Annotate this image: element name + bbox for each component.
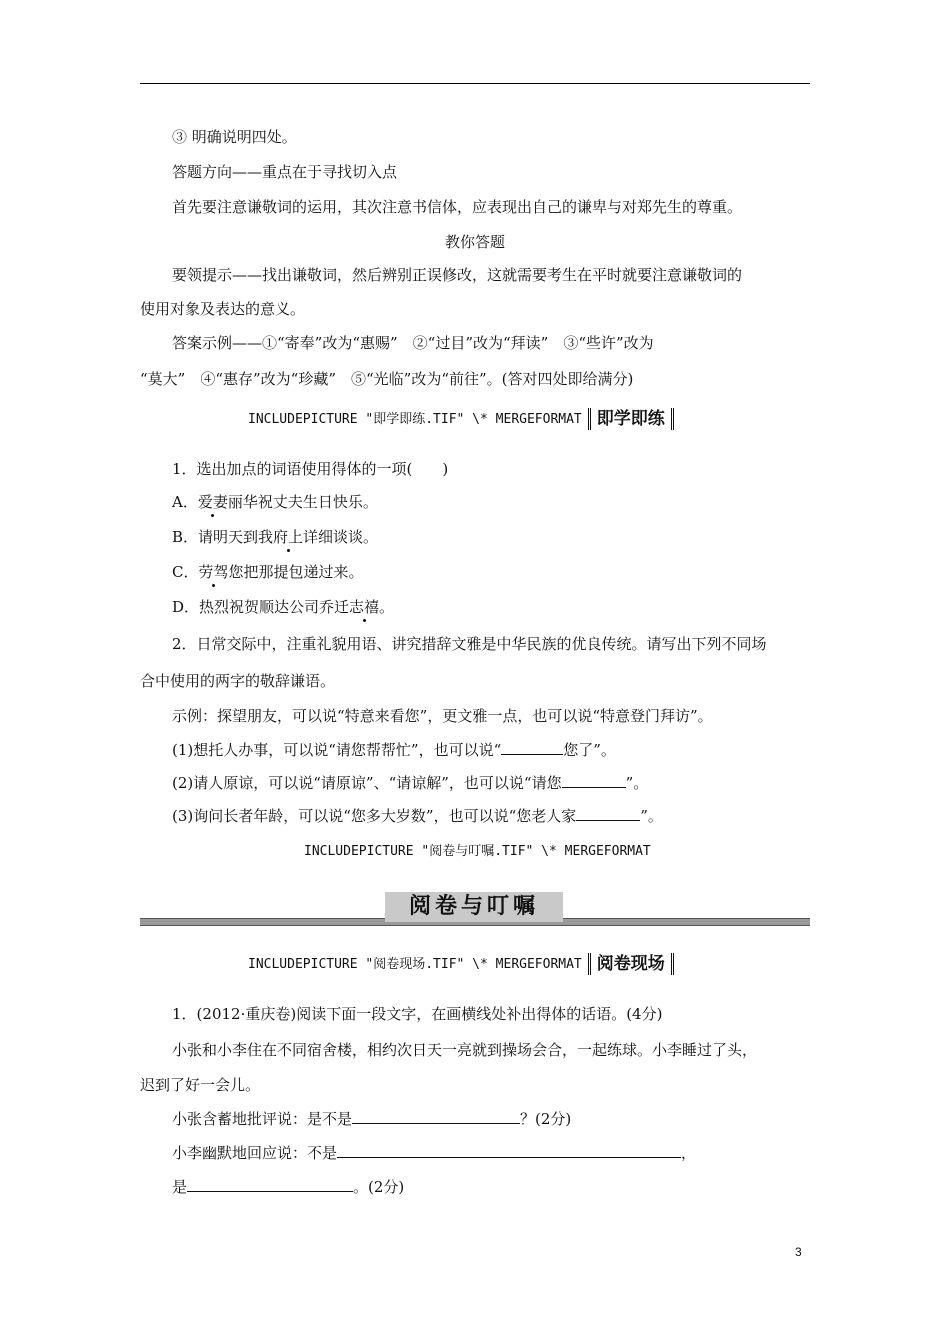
dialogue-text: 小张含蓄地批评说：是不是: [172, 1110, 353, 1128]
answer-blank[interactable]: [501, 740, 563, 755]
section-tag-label: 阅卷现场: [588, 953, 674, 975]
section-tag-label: 即学即练: [588, 408, 674, 430]
item-text: (3)询问长者年龄，可以说“您多大岁数”，也可以说“您老人家: [172, 807, 577, 825]
option-text: 您把那提包递过来。: [228, 563, 364, 581]
section-banner: [140, 890, 810, 930]
option-b: [172, 527, 378, 547]
emphasis-dotted-text: 爱妻: [197, 493, 228, 511]
dialogue-text: ，: [681, 1144, 697, 1162]
question-stem-cont: 合中使用的两字的敬辞谦语。: [140, 672, 336, 690]
option-text: 。: [379, 598, 395, 616]
sub-item-3: [172, 806, 663, 826]
emphasis-dotted-text: 志禧: [349, 598, 380, 616]
item-text: (1)想托人办事，可以说“请您帮帮忙”，也可以说“: [172, 741, 502, 759]
banner-title: 阅卷与叮嘱: [385, 892, 563, 922]
dialogue-text: 。(2分): [353, 1178, 405, 1196]
emphasis-dotted-text: 劳驾: [198, 563, 229, 581]
text-line: 答题方向——重点在于寻找切入点: [172, 163, 398, 181]
option-text: 详细谈谈。: [303, 528, 379, 546]
section-heading: 教你答题: [444, 233, 505, 251]
dialogue-line: [172, 1143, 696, 1163]
option-text: B．请明天到我: [172, 528, 274, 546]
answer-blank[interactable]: [352, 1109, 520, 1124]
answer-blank[interactable]: [576, 806, 640, 821]
include-picture-field: [304, 840, 651, 862]
answer-blank[interactable]: [187, 1177, 353, 1192]
dialogue-text: 小李幽默地回应说：不是: [172, 1144, 338, 1162]
answer-blank[interactable]: [337, 1143, 681, 1158]
option-text: D．热烈祝贺顺达公司乔迁: [172, 598, 350, 616]
text-line: 使用对象及表达的意义。: [140, 300, 306, 318]
question-stem: 2．日常交际中，注重礼貌用语、讲究措辞文雅是中华民族的优良传统。请写出下列不同场: [172, 635, 767, 653]
item-text: 您了”。: [563, 741, 616, 759]
emphasis-dotted-text: 府上: [273, 528, 304, 546]
header-rule: [140, 83, 810, 84]
item-text: ”。: [640, 807, 663, 825]
text-line: “莫大” ④“惠存”改为“珍藏” ⑤“光临”改为“前往”。(答对四处即给满分): [140, 370, 634, 388]
include-picture-field: [248, 408, 674, 430]
example-line: 示例：探望朋友，可以说“特意来看您”，更文雅一点，也可以说“特意登门拜访”。: [172, 707, 713, 725]
include-picture-field: [248, 953, 674, 975]
dialogue-line: [172, 1109, 571, 1129]
text-line: 要领提示——找出谦敬词，然后辨别正误修改，这就需要考生在平时就要注意谦敬词的: [172, 266, 743, 284]
dialogue-text: 是: [172, 1178, 188, 1196]
field-code: INCLUDEPICTURE "即学即练.TIF" \* MERGEFORMAT: [248, 412, 582, 427]
page-number: 3: [795, 1245, 802, 1259]
text-line: 首先要注意谦敬词的运用，其次注意书信体，应表现出自己的谦卑与对郑先生的尊重。: [172, 198, 743, 216]
dialogue-text: ？(2分): [520, 1110, 572, 1128]
option-c: [172, 562, 364, 582]
option-label: C．: [172, 563, 199, 581]
dotted-word: [198, 493, 228, 511]
text-line: 答案示例——①“寄奉”改为“惠赐” ②“过目”改为“拜读” ③“些许”改为: [172, 334, 654, 352]
option-text: 丽华祝丈夫生日快乐。: [227, 493, 378, 511]
passage-line: 迟到了好一会儿。: [140, 1076, 261, 1094]
option-label: A．: [172, 493, 198, 511]
question-stem: 1．选出加点的词语使用得体的一项( ): [172, 460, 449, 478]
dialogue-line: [172, 1177, 404, 1197]
question-stem: 1．(2012·重庆卷)阅读下面一段文字，在画横线处补出得体的话语。(4分): [172, 1005, 663, 1023]
item-text: (2)请人原谅，可以说“请原谅”、“请谅解”，也可以说“请您: [172, 774, 562, 792]
item-text: ”。: [625, 774, 649, 792]
sub-item-2: [172, 773, 648, 793]
passage-line: 小张和小李住在不同宿舍楼，相约次日天一亮就到操场会合，一起练球。小李睡过了头，: [172, 1041, 758, 1059]
field-code: INCLUDEPICTURE "阅卷与叮嘱.TIF" \* MERGEFORMAT: [304, 844, 651, 859]
sub-item-1: [172, 740, 616, 760]
option-a: [172, 492, 378, 512]
option-d: [172, 597, 394, 617]
answer-blank[interactable]: [562, 773, 626, 788]
field-code: INCLUDEPICTURE "阅卷现场.TIF" \* MERGEFORMAT: [248, 957, 582, 972]
text-line: ③ 明确说明四处。: [172, 128, 297, 146]
